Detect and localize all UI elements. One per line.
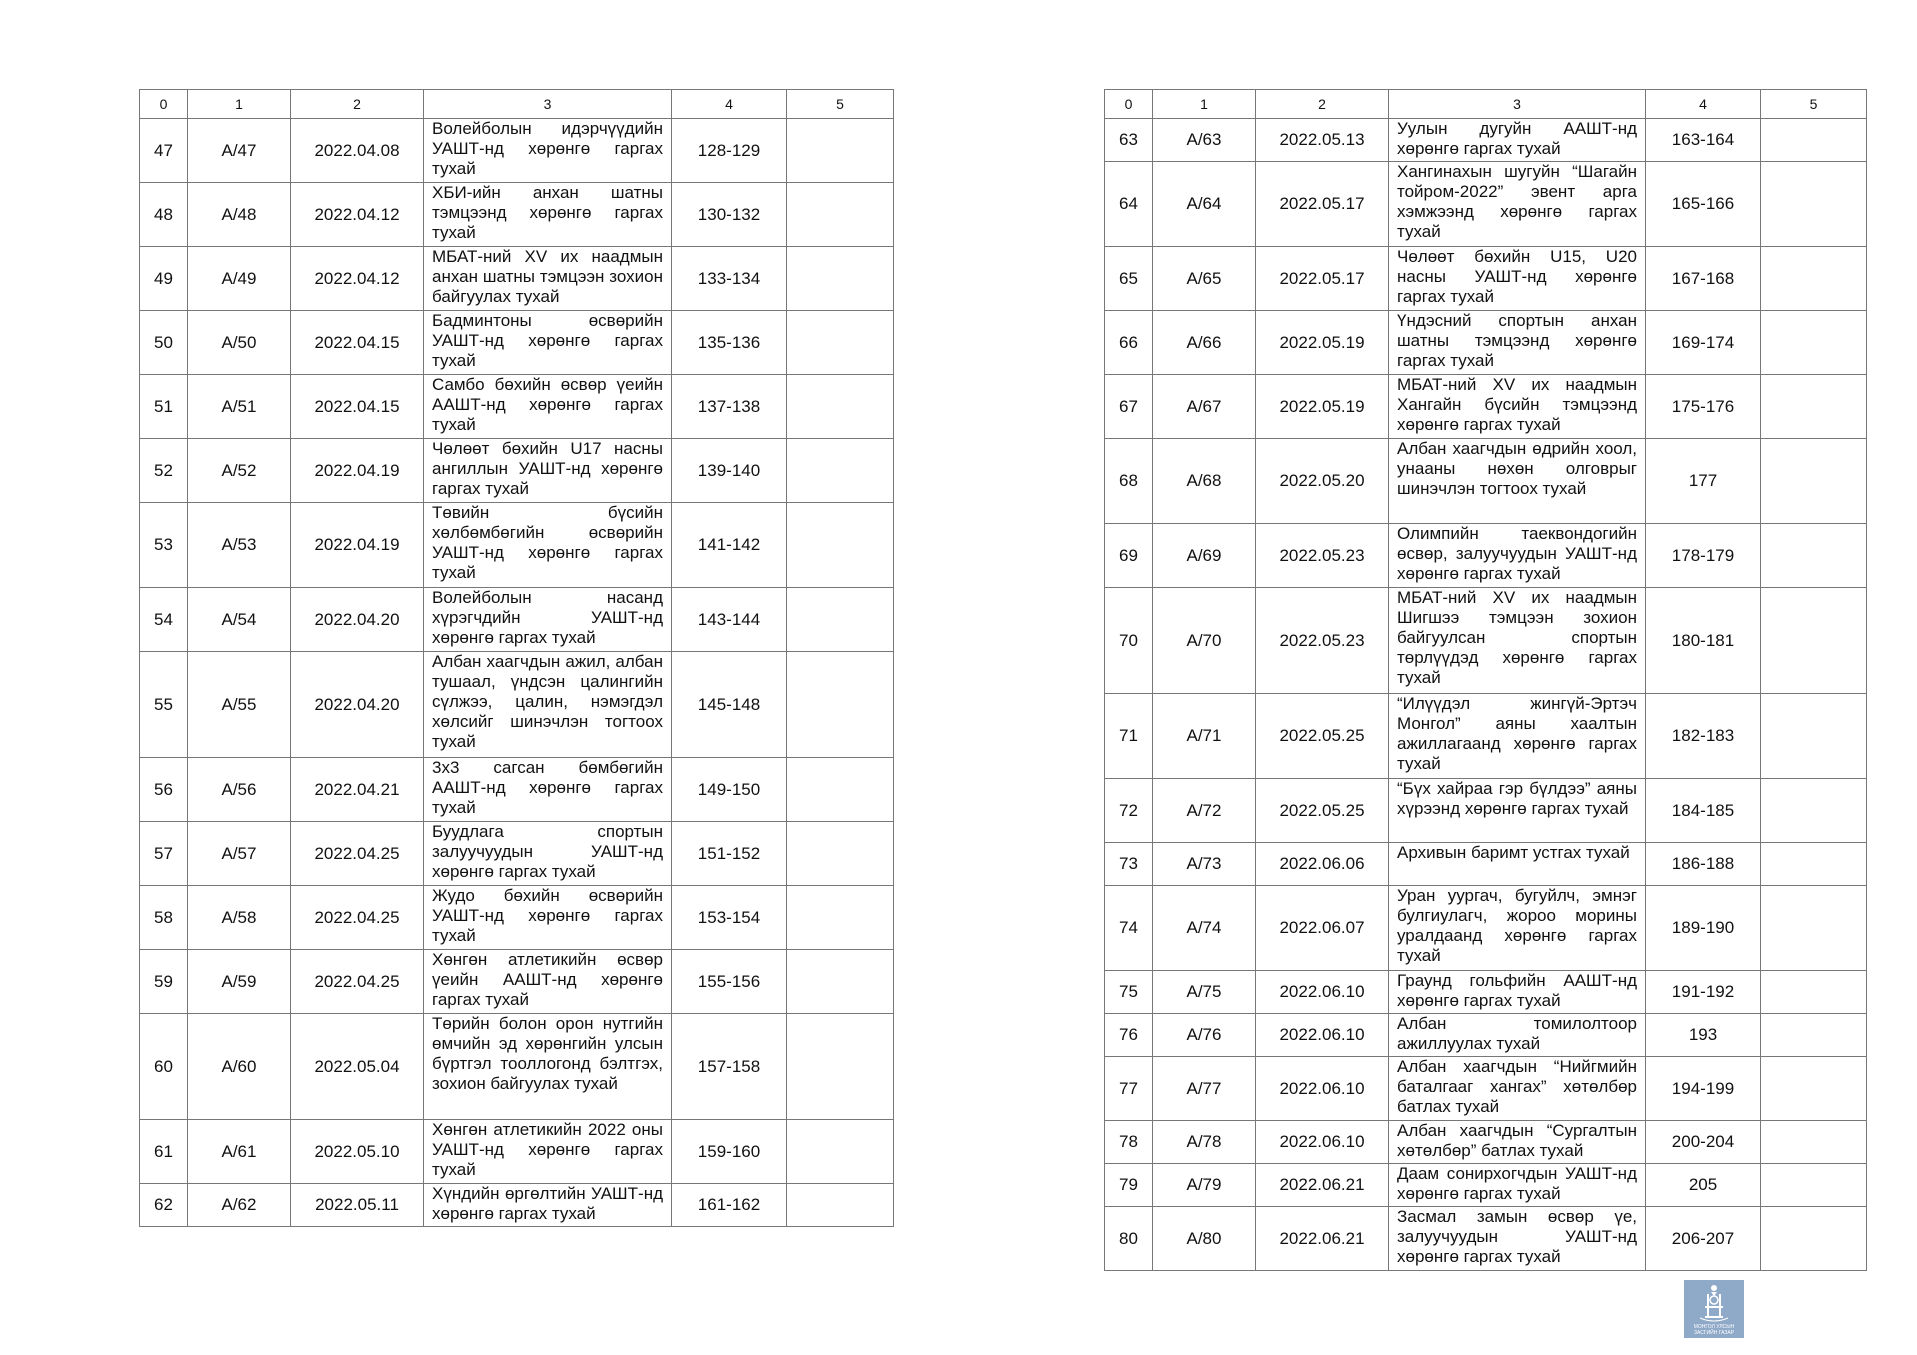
row-number: 53 bbox=[140, 503, 188, 588]
order-title: Үндэсний спортын анхан шатны тэмцээнд хөрөнгө гаргах тухай bbox=[1389, 311, 1646, 375]
column-header: 1 bbox=[188, 90, 291, 119]
order-code: А/72 bbox=[1153, 779, 1256, 843]
order-title: Албан хаагчдын ажил, албан тушаал, үндсэн цалингийн сүлжээ, цалин, нэмэгдэл хөлсийг шинэчлэн тогтоох тухай bbox=[424, 652, 672, 758]
table-row bbox=[140, 950, 894, 1014]
page-range: 206-207 bbox=[1646, 1207, 1761, 1271]
table-row bbox=[1105, 162, 1867, 247]
row-number: 66 bbox=[1105, 311, 1153, 375]
note bbox=[1761, 311, 1867, 375]
table-row bbox=[1105, 311, 1867, 375]
order-date: 2022.04.15 bbox=[291, 311, 424, 375]
order-date: 2022.05.25 bbox=[1256, 779, 1389, 843]
order-title: Төрийн болон орон нутгийн өмчийн эд хөрөнгийн улсын бүртгэл тооллогонд бэлтгэх, зохион байгуулах тухай bbox=[424, 1014, 672, 1120]
table-row bbox=[140, 311, 894, 375]
order-title: Хөнгөн атлетикийн өсвөр үеийн ААШТ-нд хөрөнгө гаргах тухай bbox=[424, 950, 672, 1014]
order-date: 2022.05.23 bbox=[1256, 524, 1389, 588]
order-code: А/54 bbox=[188, 588, 291, 652]
emblem-label-line2: ЗАСГИЙН ГАЗАР bbox=[1693, 1330, 1735, 1336]
column-header: 5 bbox=[787, 90, 894, 119]
table-row bbox=[140, 375, 894, 439]
order-date: 2022.05.04 bbox=[291, 1014, 424, 1120]
order-title: Волейболын насанд хүрэгчдийн УАШТ-нд хөрөнгө гаргах тухай bbox=[424, 588, 672, 652]
page-range: 182-183 bbox=[1646, 694, 1761, 779]
row-number: 59 bbox=[140, 950, 188, 1014]
table-row bbox=[1105, 971, 1867, 1014]
order-date: 2022.04.15 bbox=[291, 375, 424, 439]
note bbox=[787, 311, 894, 375]
row-number: 49 bbox=[140, 247, 188, 311]
order-date: 2022.04.20 bbox=[291, 588, 424, 652]
note bbox=[787, 652, 894, 758]
order-code: А/64 bbox=[1153, 162, 1256, 247]
page-range: 155-156 bbox=[672, 950, 787, 1014]
table-row bbox=[1105, 843, 1867, 886]
row-number: 55 bbox=[140, 652, 188, 758]
order-date: 2022.04.21 bbox=[291, 758, 424, 822]
column-header: 2 bbox=[1256, 90, 1389, 119]
column-header: 4 bbox=[1646, 90, 1761, 119]
order-code: А/67 bbox=[1153, 375, 1256, 439]
order-date: 2022.06.10 bbox=[1256, 971, 1389, 1014]
order-title: МБАТ-ний XV их наадмын Шигшээ тэмцээн зохион байгуулсан спортын төрлүүдэд хөрөнгө гаргах тухай bbox=[1389, 588, 1646, 694]
order-code: А/69 bbox=[1153, 524, 1256, 588]
order-date: 2022.05.20 bbox=[1256, 439, 1389, 524]
row-number: 75 bbox=[1105, 971, 1153, 1014]
order-title: 3х3 сагсан бөмбөгийн ААШТ-нд хөрөнгө гаргах тухай bbox=[424, 758, 672, 822]
order-code: А/80 bbox=[1153, 1207, 1256, 1271]
order-code: А/71 bbox=[1153, 694, 1256, 779]
table-row bbox=[140, 886, 894, 950]
table-row bbox=[140, 1120, 894, 1184]
note bbox=[1761, 843, 1867, 886]
row-number: 60 bbox=[140, 1014, 188, 1120]
row-number: 64 bbox=[1105, 162, 1153, 247]
order-date: 2022.04.25 bbox=[291, 950, 424, 1014]
order-code: А/59 bbox=[188, 950, 291, 1014]
page-range: 177 bbox=[1646, 439, 1761, 524]
order-date: 2022.06.10 bbox=[1256, 1014, 1389, 1057]
page-range: 130-132 bbox=[672, 183, 787, 247]
order-code: А/49 bbox=[188, 247, 291, 311]
order-title: МБАТ-ний XV их наадмын анхан шатны тэмцээн зохион байгуулах тухай bbox=[424, 247, 672, 311]
row-number: 57 bbox=[140, 822, 188, 886]
page-range: 193 bbox=[1646, 1014, 1761, 1057]
order-date: 2022.05.10 bbox=[291, 1120, 424, 1184]
orders-table-right bbox=[1104, 89, 1867, 1271]
table-row bbox=[1105, 1014, 1867, 1057]
note bbox=[787, 1120, 894, 1184]
order-code: А/73 bbox=[1153, 843, 1256, 886]
page-range: 145-148 bbox=[672, 652, 787, 758]
order-date: 2022.05.19 bbox=[1256, 375, 1389, 439]
government-emblem bbox=[1684, 1280, 1744, 1338]
table-row bbox=[1105, 779, 1867, 843]
order-date: 2022.04.19 bbox=[291, 503, 424, 588]
note bbox=[1761, 247, 1867, 311]
header-row bbox=[140, 90, 894, 119]
row-number: 78 bbox=[1105, 1121, 1153, 1164]
order-date: 2022.05.17 bbox=[1256, 162, 1389, 247]
order-code: А/63 bbox=[1153, 119, 1256, 162]
order-code: А/50 bbox=[188, 311, 291, 375]
page-range: 180-181 bbox=[1646, 588, 1761, 694]
order-code: А/62 bbox=[188, 1184, 291, 1227]
column-header: 4 bbox=[672, 90, 787, 119]
row-number: 52 bbox=[140, 439, 188, 503]
note bbox=[1761, 1207, 1867, 1271]
table-row bbox=[1105, 119, 1867, 162]
table-row bbox=[140, 247, 894, 311]
order-date: 2022.05.19 bbox=[1256, 311, 1389, 375]
order-title: Хөнгөн атлетикийн 2022 оны УАШТ-нд хөрөнгө гаргах тухай bbox=[424, 1120, 672, 1184]
table-row bbox=[140, 822, 894, 886]
order-code: А/70 bbox=[1153, 588, 1256, 694]
table-row bbox=[140, 503, 894, 588]
order-date: 2022.06.10 bbox=[1256, 1121, 1389, 1164]
note bbox=[1761, 971, 1867, 1014]
page-range: 189-190 bbox=[1646, 886, 1761, 971]
page-range: 139-140 bbox=[672, 439, 787, 503]
table-row bbox=[140, 439, 894, 503]
note bbox=[1761, 375, 1867, 439]
order-date: 2022.06.21 bbox=[1256, 1207, 1389, 1271]
order-title: ХБИ-ийн анхан шатны тэмцээнд хөрөнгө гаргах тухай bbox=[424, 183, 672, 247]
page-range: 141-142 bbox=[672, 503, 787, 588]
order-title: Даам сонирхогчдын УАШТ-нд хөрөнгө гаргах тухай bbox=[1389, 1164, 1646, 1207]
note bbox=[1761, 1121, 1867, 1164]
note bbox=[787, 1184, 894, 1227]
order-title: Уран уургач, бугуйлч, эмнэг булгиулагч, жороо морины уралдаанд хөрөнгө гаргах тухай bbox=[1389, 886, 1646, 971]
row-number: 56 bbox=[140, 758, 188, 822]
order-code: А/76 bbox=[1153, 1014, 1256, 1057]
row-number: 74 bbox=[1105, 886, 1153, 971]
row-number: 77 bbox=[1105, 1057, 1153, 1121]
row-number: 79 bbox=[1105, 1164, 1153, 1207]
table-row bbox=[1105, 886, 1867, 971]
order-title: МБАТ-ний XV их наадмын Хангайн бүсийн тэмцээнд хөрөнгө гаргах тухай bbox=[1389, 375, 1646, 439]
order-title: Чөлөөт бөхийн U17 насны ангиллын УАШТ-нд хөрөнгө гаргах тухай bbox=[424, 439, 672, 503]
page-range: 135-136 bbox=[672, 311, 787, 375]
table-row bbox=[1105, 439, 1867, 524]
order-code: А/58 bbox=[188, 886, 291, 950]
note bbox=[787, 183, 894, 247]
order-date: 2022.04.12 bbox=[291, 183, 424, 247]
order-code: А/60 bbox=[188, 1014, 291, 1120]
order-title: “Бүх хайраа гэр бүлдээ” аяны хүрээнд хөрөнгө гаргах тухай bbox=[1389, 779, 1646, 843]
order-date: 2022.06.07 bbox=[1256, 886, 1389, 971]
order-date: 2022.06.10 bbox=[1256, 1057, 1389, 1121]
table-row bbox=[1105, 588, 1867, 694]
order-title: Жудо бөхийн өсвөрийн УАШТ-нд хөрөнгө гаргах тухай bbox=[424, 886, 672, 950]
row-number: 58 bbox=[140, 886, 188, 950]
order-title: Хүндийн өргөлтийн УАШТ-нд хөрөнгө гаргах тухай bbox=[424, 1184, 672, 1227]
order-title: Засмал замын өсвөр үе, залуучуудын УАШТ-нд хөрөнгө гаргах тухай bbox=[1389, 1207, 1646, 1271]
order-date: 2022.06.21 bbox=[1256, 1164, 1389, 1207]
order-title: Граунд гольфийн ААШТ-нд хөрөнгө гаргах тухай bbox=[1389, 971, 1646, 1014]
note bbox=[1761, 779, 1867, 843]
page-range: 161-162 bbox=[672, 1184, 787, 1227]
order-date: 2022.05.25 bbox=[1256, 694, 1389, 779]
column-header: 3 bbox=[1389, 90, 1646, 119]
note bbox=[787, 247, 894, 311]
order-code: А/57 bbox=[188, 822, 291, 886]
order-title: Албан хаагчдын “Нийгмийн баталгааг хангах” хөтөлбөр батлах тухай bbox=[1389, 1057, 1646, 1121]
page-range: 175-176 bbox=[1646, 375, 1761, 439]
table-row bbox=[1105, 247, 1867, 311]
row-number: 67 bbox=[1105, 375, 1153, 439]
note bbox=[787, 375, 894, 439]
order-code: А/56 bbox=[188, 758, 291, 822]
column-header: 3 bbox=[424, 90, 672, 119]
note bbox=[1761, 439, 1867, 524]
row-number: 61 bbox=[140, 1120, 188, 1184]
note bbox=[787, 439, 894, 503]
page-range: 159-160 bbox=[672, 1120, 787, 1184]
order-date: 2022.05.23 bbox=[1256, 588, 1389, 694]
order-date: 2022.04.25 bbox=[291, 886, 424, 950]
note bbox=[1761, 119, 1867, 162]
table-row bbox=[140, 119, 894, 183]
note bbox=[787, 119, 894, 183]
order-title: Олимпийн таеквондогийн өсвөр, залуучуудын УАШТ-нд хөрөнгө гаргах тухай bbox=[1389, 524, 1646, 588]
page-range: 205 bbox=[1646, 1164, 1761, 1207]
note bbox=[1761, 1057, 1867, 1121]
order-date: 2022.04.08 bbox=[291, 119, 424, 183]
note bbox=[1761, 1164, 1867, 1207]
row-number: 70 bbox=[1105, 588, 1153, 694]
note bbox=[787, 503, 894, 588]
note bbox=[787, 950, 894, 1014]
row-number: 50 bbox=[140, 311, 188, 375]
order-code: А/52 bbox=[188, 439, 291, 503]
note bbox=[1761, 886, 1867, 971]
order-title: Волейболын идэрчүүдийн УАШТ-нд хөрөнгө гаргах тухай bbox=[424, 119, 672, 183]
table-row bbox=[1105, 694, 1867, 779]
page-range: 137-138 bbox=[672, 375, 787, 439]
order-code: А/47 bbox=[188, 119, 291, 183]
table-row bbox=[1105, 375, 1867, 439]
order-title: Архивын баримт устгах тухай bbox=[1389, 843, 1646, 886]
order-code: А/61 bbox=[188, 1120, 291, 1184]
row-number: 54 bbox=[140, 588, 188, 652]
page-range: 163-164 bbox=[1646, 119, 1761, 162]
page-range: 194-199 bbox=[1646, 1057, 1761, 1121]
page-range: 200-204 bbox=[1646, 1121, 1761, 1164]
order-code: А/53 bbox=[188, 503, 291, 588]
order-title: Бадминтоны өсвөрийн УАШТ-нд хөрөнгө гаргах тухай bbox=[424, 311, 672, 375]
order-title: Уулын дугуйн ААШТ-нд хөрөнгө гаргах тухай bbox=[1389, 119, 1646, 162]
row-number: 51 bbox=[140, 375, 188, 439]
soyombo-emblem-icon bbox=[1684, 1280, 1744, 1324]
order-code: А/68 bbox=[1153, 439, 1256, 524]
row-number: 63 bbox=[1105, 119, 1153, 162]
table-row bbox=[1105, 1207, 1867, 1271]
order-date: 2022.04.12 bbox=[291, 247, 424, 311]
order-title: Чөлөөт бөхийн U15, U20 насны УАШТ-нд хөрөнгө гаргах тухай bbox=[1389, 247, 1646, 311]
note bbox=[1761, 162, 1867, 247]
order-title: Хангинахын шугуйн “Шагайн тойром-2022” эвент арга хэмжээнд хөрөнгө гаргах тухай bbox=[1389, 162, 1646, 247]
order-code: А/66 bbox=[1153, 311, 1256, 375]
table-row bbox=[1105, 1164, 1867, 1207]
note bbox=[1761, 588, 1867, 694]
order-date: 2022.04.19 bbox=[291, 439, 424, 503]
column-header: 0 bbox=[1105, 90, 1153, 119]
row-number: 71 bbox=[1105, 694, 1153, 779]
order-code: А/48 bbox=[188, 183, 291, 247]
order-title: Албан томилолтоор ажиллуулах тухай bbox=[1389, 1014, 1646, 1057]
row-number: 72 bbox=[1105, 779, 1153, 843]
row-number: 80 bbox=[1105, 1207, 1153, 1271]
page-range: 169-174 bbox=[1646, 311, 1761, 375]
order-date: 2022.06.06 bbox=[1256, 843, 1389, 886]
page-range: 153-154 bbox=[672, 886, 787, 950]
column-header: 5 bbox=[1761, 90, 1867, 119]
column-header: 1 bbox=[1153, 90, 1256, 119]
note bbox=[787, 1014, 894, 1120]
order-code: А/75 bbox=[1153, 971, 1256, 1014]
row-number: 47 bbox=[140, 119, 188, 183]
page-range: 149-150 bbox=[672, 758, 787, 822]
order-title: Төвийн бүсийн хөлбөмбөгийн өсвөрийн УАШТ-нд хөрөнгө гаргах тухай bbox=[424, 503, 672, 588]
order-date: 2022.05.13 bbox=[1256, 119, 1389, 162]
row-number: 68 bbox=[1105, 439, 1153, 524]
page-range: 184-185 bbox=[1646, 779, 1761, 843]
order-date: 2022.04.25 bbox=[291, 822, 424, 886]
order-code: А/74 bbox=[1153, 886, 1256, 971]
order-code: А/79 bbox=[1153, 1164, 1256, 1207]
row-number: 73 bbox=[1105, 843, 1153, 886]
order-date: 2022.04.20 bbox=[291, 652, 424, 758]
order-code: А/77 bbox=[1153, 1057, 1256, 1121]
row-number: 69 bbox=[1105, 524, 1153, 588]
row-number: 62 bbox=[140, 1184, 188, 1227]
order-title: “Илүүдэл жингүй-Эртэч Монгол” аяны хаалтын ажиллагаанд хөрөнгө гаргах тухай bbox=[1389, 694, 1646, 779]
table-row bbox=[140, 758, 894, 822]
row-number: 65 bbox=[1105, 247, 1153, 311]
note bbox=[1761, 524, 1867, 588]
page-range: 143-144 bbox=[672, 588, 787, 652]
table-row bbox=[1105, 1121, 1867, 1164]
order-title: Албан хаагчдын өдрийн хоол, унааны нөхөн олговрыг шинэчлэн тогтоох тухай bbox=[1389, 439, 1646, 524]
table-row bbox=[140, 183, 894, 247]
row-number: 76 bbox=[1105, 1014, 1153, 1057]
table-row bbox=[140, 1014, 894, 1120]
page-range: 133-134 bbox=[672, 247, 787, 311]
order-code: А/78 bbox=[1153, 1121, 1256, 1164]
page-range: 151-152 bbox=[672, 822, 787, 886]
page-range: 186-188 bbox=[1646, 843, 1761, 886]
emblem-label-line1: МОНГОЛ УЛСЫН bbox=[1693, 1324, 1735, 1330]
order-title: Самбо бөхийн өсвөр үеийн ААШТ-нд хөрөнгө гаргах тухай bbox=[424, 375, 672, 439]
page-range: 178-179 bbox=[1646, 524, 1761, 588]
table-row bbox=[1105, 524, 1867, 588]
table-row bbox=[140, 652, 894, 758]
order-code: А/51 bbox=[188, 375, 291, 439]
note bbox=[1761, 1014, 1867, 1057]
table-row bbox=[1105, 1057, 1867, 1121]
note bbox=[787, 588, 894, 652]
header-row bbox=[1105, 90, 1867, 119]
page-range: 128-129 bbox=[672, 119, 787, 183]
table-row bbox=[140, 588, 894, 652]
order-date: 2022.05.11 bbox=[291, 1184, 424, 1227]
column-header: 2 bbox=[291, 90, 424, 119]
column-header: 0 bbox=[140, 90, 188, 119]
note bbox=[787, 822, 894, 886]
order-title: Албан хаагчдын “Сургалтын хөтөлбөр” батлах тухай bbox=[1389, 1121, 1646, 1164]
order-code: А/55 bbox=[188, 652, 291, 758]
order-date: 2022.05.17 bbox=[1256, 247, 1389, 311]
note bbox=[787, 758, 894, 822]
page-range: 157-158 bbox=[672, 1014, 787, 1120]
page-range: 167-168 bbox=[1646, 247, 1761, 311]
table-row bbox=[140, 1184, 894, 1227]
row-number: 48 bbox=[140, 183, 188, 247]
page-range: 191-192 bbox=[1646, 971, 1761, 1014]
note bbox=[1761, 694, 1867, 779]
page-range: 165-166 bbox=[1646, 162, 1761, 247]
order-code: А/65 bbox=[1153, 247, 1256, 311]
order-title: Буудлага спортын залуучуудын УАШТ-нд хөрөнгө гаргах тухай bbox=[424, 822, 672, 886]
orders-table-left bbox=[139, 89, 894, 1227]
note bbox=[787, 886, 894, 950]
